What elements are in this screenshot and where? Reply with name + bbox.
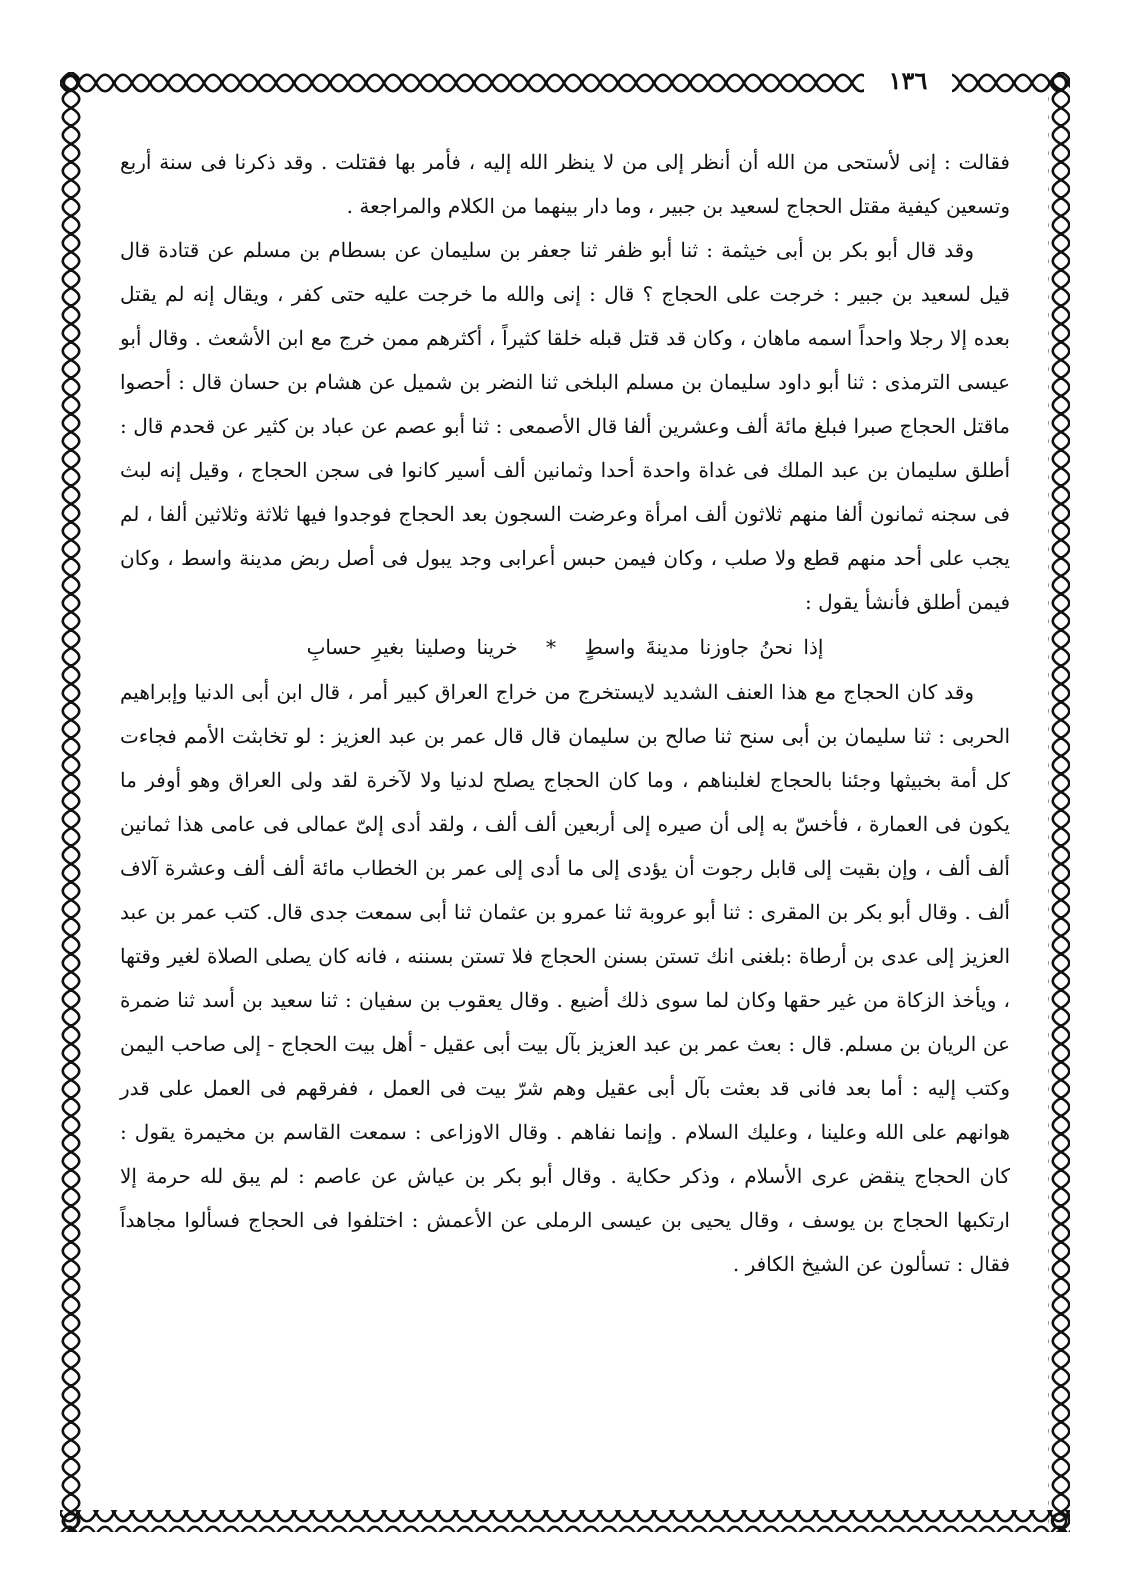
verse-first-hemistich: إذا نحنُ جاوزنا مدينةَ واسطٍ	[584, 635, 824, 659]
verse-line	[120, 624, 1010, 670]
verse-separator: *	[545, 635, 556, 659]
page-number: ١٣٦	[864, 66, 952, 95]
paragraph: فقالت : إنى لأستحى من الله أن أنظر إلى من لا ينظر الله إليه ، فأمر بها فقتلت . وقد ذكرنا فى سنة أربع وتسعين كيفية مقتل الحجاج لسعيد بن جبير ، وما دار بينهما من الكلام والمراجعة .	[120, 150, 1010, 218]
body-text	[120, 140, 1010, 1480]
verse-second-hemistich: خرينا وصلينا بغيرِ حسابِ	[306, 635, 518, 659]
paragraph: وقد قال أبو بكر بن أبى خيثمة : ثنا أبو ظفر ثنا جعفر بن سليمان عن بسطام بن مسلم عن قتادة قال قيل لسعيد بن جبير : خرجت على الحجاج ؟ قال : إنى والله ما خرجت عليه حتى كفر ، ويقال إنه لم يقتل بعده إلا رجلا واحداً اسمه ماهان ، وكان قد قتل قبله خلقا كثيراً ، أكثرهم ممن خرج مع ابن الأشعث . وقال أبو عيسى الترمذى : ثنا أبو داود سليمان بن مسلم البلخى ثنا النضر بن شميل عن هشام بن حسان قال : أحصوا ماقتل الحجاج صبرا فبلغ مائة ألف وعشرين ألفا قال الأصمعى : ثنا أبو عصم عن عباد بن كثير عن قحدم قال : أطلق سليمان بن عبد الملك فى غداة واحدة أحدا وثمانين ألف أسير كانوا فى سجن الحجاج ، وقيل إنه لبث فى سجنه ثمانون ألفا منهم ثلاثون ألف امرأة وعرضت السجون بعد الحجاج فوجدوا فيها ثلاثة وثلاثين ألفا ، لم يجب على أحد منهم قطع ولا صلب ، وكان فيمن حبس أعرابى وجد يبول فى أصل ربض مدينة واسط ، وكان فيمن أطلق فأنشأ يقول :	[120, 238, 1010, 614]
paragraph: وقد كان الحجاج مع هذا العنف الشديد لايستخرج من خراج العراق كبير أمر ، قال ابن أبى الدنيا وإبراهيم الحربى : ثنا سليمان بن أبى سنح ثنا صالح بن سليمان قال قال عمر بن عبد العزيز : لو تخابثت الأمم فجاءت كل أمة بخبيثها وجئنا بالحجاج لغلبناهم ، وما كان الحجاج يصلح لدنيا ولا لآخرة لقد ولى العراق وهو أوفر ما يكون فى العمارة ، فأخسّ به إلى أن صيره إلى أربعين ألف ألف ، ولقد أدى إلىّ عمالى فى عامى هذا ثمانين ألف ألف ، وإن بقيت إلى قابل رجوت أن يؤدى إلى ما أدى إلى عمر بن الخطاب مائة ألف ألف وعشرة آلاف ألف . وقال أبو بكر بن المقرى : ثنا أبو عروبة ثنا عمرو بن عثمان ثنا أبى سمعت جدى قال. كتب عمر بن عبد العزيز إلى عدى بن أرطاة :بلغنى انك تستن بسنن الحجاج فلا تستن بسننه ، فانه كان يصلى الصلاة لغير وقتها ، ويأخذ الزكاة من غير حقها وكان لما سوى ذلك أضيع . وقال يعقوب بن سفيان : ثنا سعيد بن أسد ثنا ضمرة عن الريان بن مسلم. قال : بعث عمر بن عبد العزيز بآل بيت أبى عقيل - أهل بيت الحجاج - إلى صاحب اليمن وكتب إليه : أما بعد فانى قد بعثت بآل أبى عقيل وهم شرّ بيت فى العمل ، ففرقهم فى العمل على قدر هوانهم على الله وعلينا ، وعليك السلام . وإنما نفاهم . وقال الاوزاعى : سمعت القاسم بن مخيمرة يقول : كان الحجاج ينقض عرى الأسلام ، وذكر حكاية . وقال أبو بكر بن عياش عن عاصم : لم يبق لله حرمة إلا ارتكبها الحجاج بن يوسف ، وقال يحيى بن عيسى الرملى عن الأعمش : اختلفوا فى الحجاج فسألوا مجاهداً فقال : تسألون عن الشيخ الكافر .	[120, 680, 1011, 1276]
